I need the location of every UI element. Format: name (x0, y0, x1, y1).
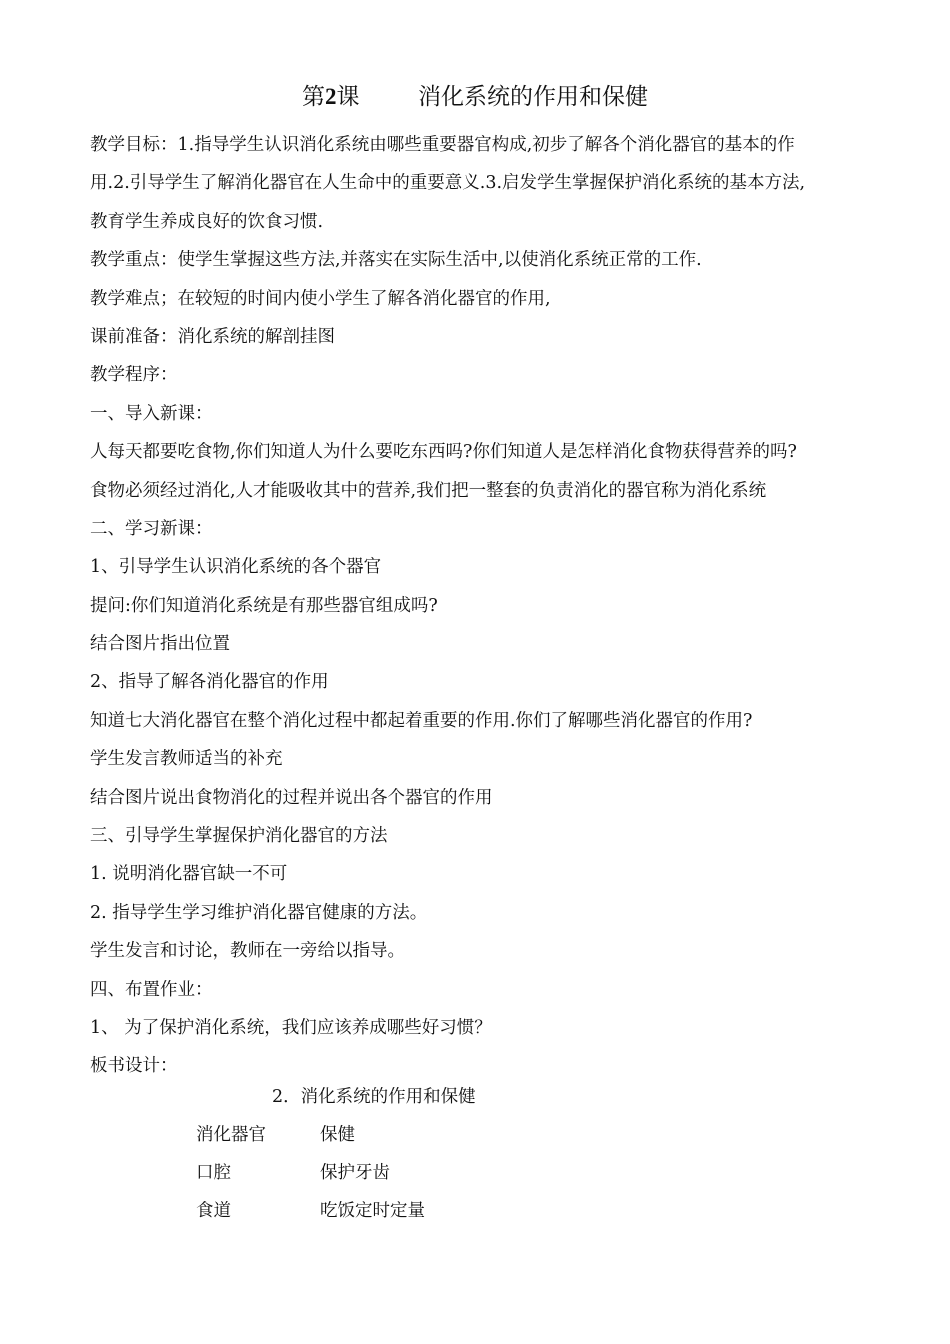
text-line: 结合图片指出位置 (90, 634, 230, 655)
lesson-body (90, 126, 870, 1086)
text-line: 1、引导学生认识消化系统的各个器官 (90, 557, 382, 578)
text-line: 课前准备：消化系统的解剖挂图 (90, 326, 335, 347)
text-line: 食物必须经过消化,人才能吸收其中的营养,我们把一整套的负责消化的器官称为消化系统 (90, 480, 767, 501)
list-item: 1. 说明消化器官缺一不可 (90, 864, 288, 885)
section-heading: 一、导入新课： (90, 403, 213, 424)
list-item: 2. 指导学生学习维护消化器官健康的方法。 (90, 902, 428, 923)
text-line: 学生发言和讨论，教师在一旁给以指导。 (90, 941, 405, 962)
text-line: 教学目标：1.指导学生认识消化系统由哪些重要器官构成,初步了解各个消化器官的基本的作 (90, 135, 795, 155)
board-row (196, 1192, 596, 1230)
text-line: 提问:你们知道消化系统是有那些器官组成吗? (90, 595, 438, 616)
section-heading: 四、布置作业： (90, 979, 213, 1000)
title-prefix: 第 (302, 84, 325, 110)
text-line: 教学重点：使学生掌握这些方法,并落实在实际生活中,以使消化系统正常的工作. (90, 250, 702, 271)
text-line: 结合图片说出食物消化的过程并说出各个器官的作用 (90, 787, 493, 808)
lesson-title (0, 82, 950, 112)
text-line: 教学难点；在较短的时间内使小学生了解各消化器官的作用, (90, 288, 551, 309)
board-row (196, 1116, 596, 1154)
title-number: 2 (325, 84, 337, 109)
text-line: 板书设计： (90, 1056, 178, 1077)
section-heading: 二、学习新课： (90, 518, 213, 539)
text-line: 教学程序： (90, 365, 178, 386)
board-care: 保护牙齿 (320, 1163, 390, 1183)
board-row (196, 1154, 596, 1192)
board-organ: 口腔 (196, 1163, 231, 1183)
text-line: 人每天都要吃食物,你们知道人为什么要吃东西吗?你们知道人是怎样消化食物获得营养的吗? (90, 442, 797, 463)
board-care: 保健 (320, 1125, 355, 1145)
board-care: 吃饭定时定量 (320, 1201, 425, 1221)
list-item: 1、 为了保护消化系统，我们应该养成哪些好习惯？ (90, 1017, 492, 1038)
board-title: 2．消化系统的作用和保健 (272, 1087, 476, 1107)
text-line: 用.2.引导学生了解消化器官在人生命中的重要意义.3.启发学生掌握保护消化系统的基本方法, (90, 173, 806, 194)
board-organ: 食道 (196, 1201, 231, 1221)
text-line: 教育学生养成良好的饮食习惯. (90, 211, 324, 232)
board-organ: 消化器官 (196, 1125, 266, 1145)
text-line: 学生发言教师适当的补充 (90, 749, 283, 770)
title-suffix: 课 消化系统的作用和保健 (336, 84, 648, 110)
section-heading: 三、引导学生掌握保护消化器官的方法 (90, 826, 388, 847)
text-line: 2、指导了解各消化器官的作用 (90, 672, 329, 693)
text-line: 知道七大消化器官在整个消化过程中都起着重要的作用.你们了解哪些消化器官的作用? (90, 710, 753, 731)
